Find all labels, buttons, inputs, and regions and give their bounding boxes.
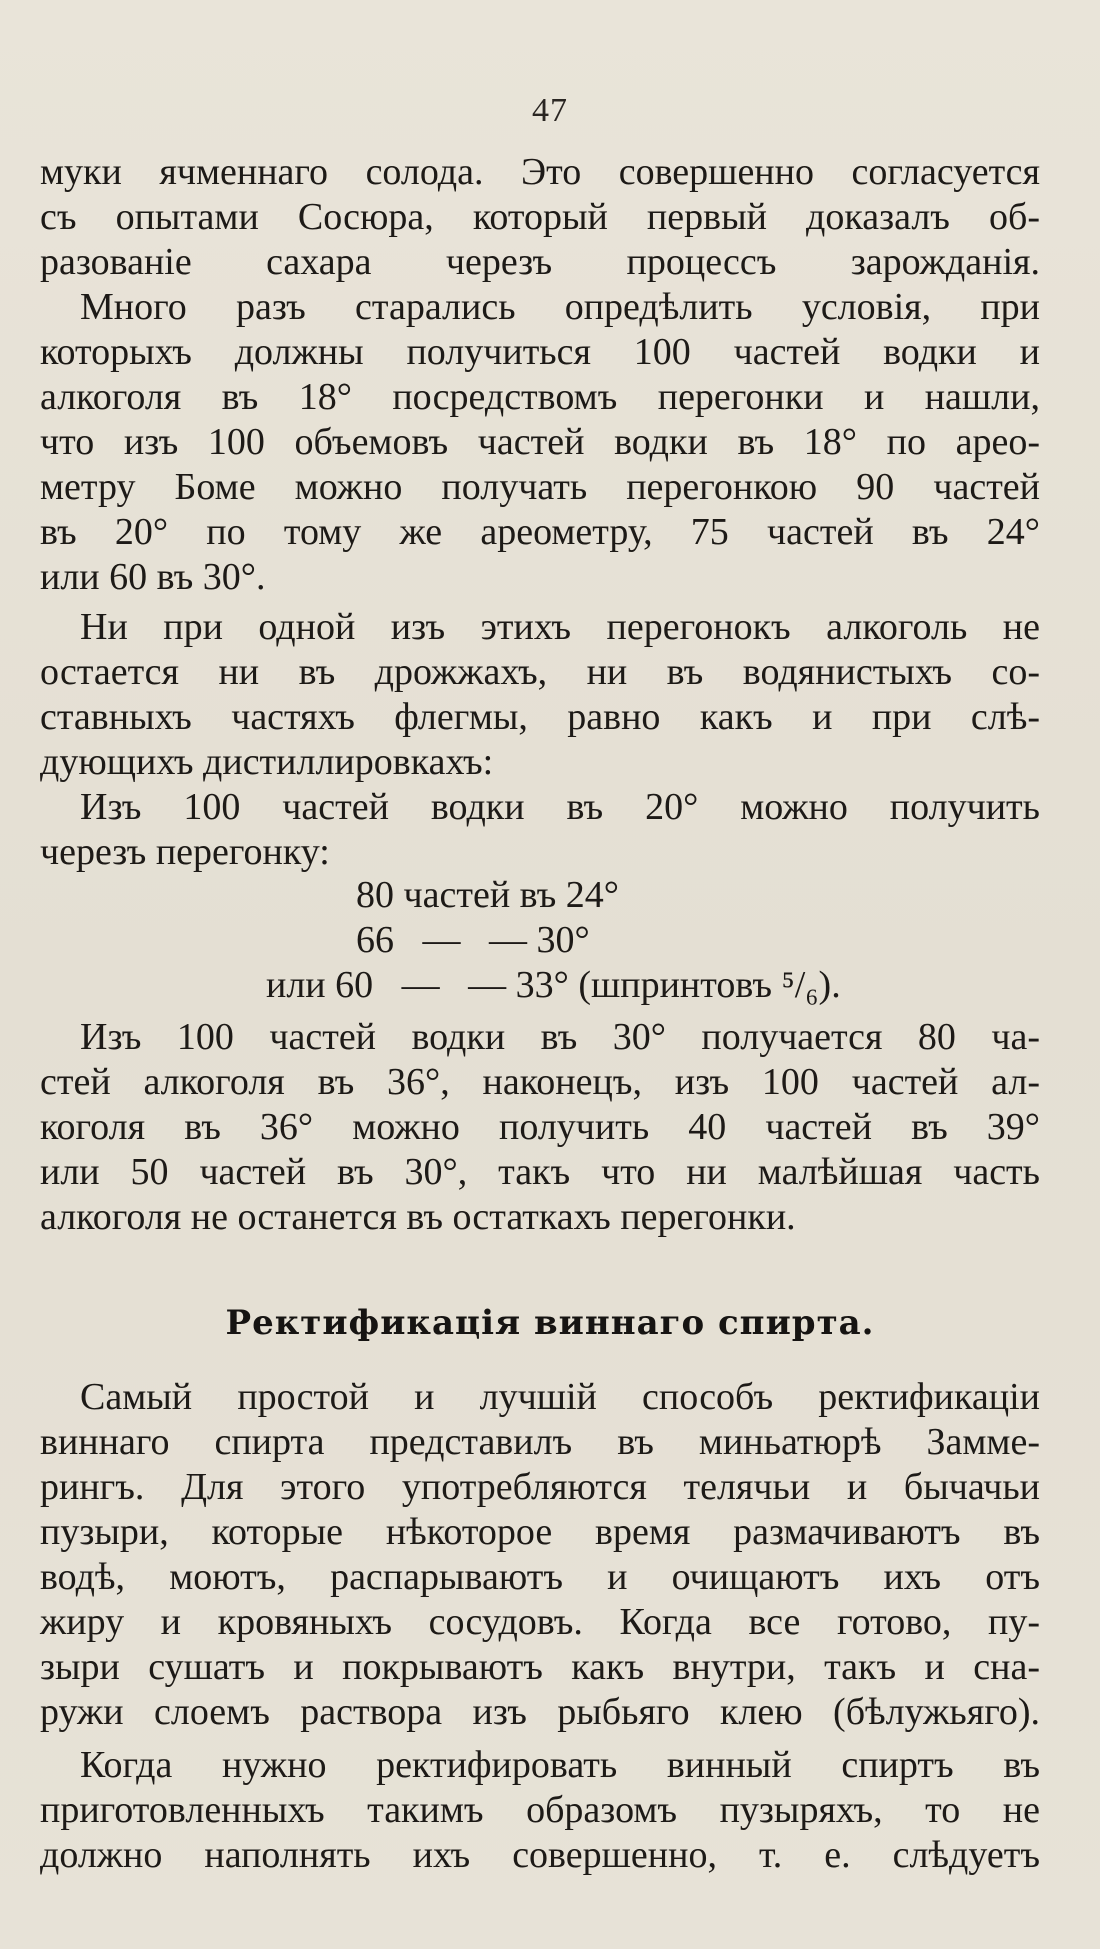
text-line: муки ячменнаго солода. Это совершенно согласуется bbox=[40, 151, 1040, 193]
text-line: разованіе сахара черезъ процессъ зарожданія. bbox=[40, 241, 1040, 283]
text-line: Изъ 100 частей водки въ 20° можно получить bbox=[80, 786, 1040, 828]
text-line: коголя въ 36° можно получить 40 частей въ 39° bbox=[40, 1106, 1040, 1148]
text-line: дующихъ дистиллировкахъ: bbox=[40, 741, 494, 783]
text-line: ставныхъ частяхъ флегмы, равно какъ и при слѣ- bbox=[40, 696, 1040, 738]
text-line: водѣ, моютъ, распарываютъ и очищаютъ ихъ отъ bbox=[40, 1556, 1040, 1598]
text-line: виннаго спирта представилъ въ миньатюрѣ Замме- bbox=[40, 1421, 1040, 1463]
text-line: Ни при одной изъ этихъ перегонокъ алкоголь не bbox=[80, 606, 1040, 648]
calc-line-3: или 60 — — 33° (шпринтовъ ⁵/₆). bbox=[266, 964, 841, 1006]
calc-line-1: 80 частей въ 24° bbox=[356, 874, 619, 916]
paragraph-6 bbox=[40, 1375, 1040, 1735]
paragraph-7 bbox=[40, 1743, 1040, 1878]
text-line: алкоголя не останется въ остаткахъ перегонки. bbox=[40, 1196, 796, 1238]
text-line: что изъ 100 объемовъ частей водки въ 18° по арео- bbox=[40, 421, 1040, 463]
text-line: Много разъ старались опредѣлить условія, при bbox=[80, 286, 1040, 328]
text-line: въ 20° по тому же ареометру, 75 частей въ 24° bbox=[40, 511, 1040, 553]
text-line: пузыри, которые нѣкоторое время размачиваютъ въ bbox=[40, 1511, 1040, 1553]
text-line: ружи слоемъ раствора изъ рыбьяго клею (бѣлужьяго). bbox=[40, 1691, 1040, 1733]
text-line: рингъ. Для этого употребляются телячьи и бычачьи bbox=[40, 1466, 1040, 1508]
text-line: метру Боме можно получать перегонкою 90 частей bbox=[40, 466, 1040, 508]
text-line: жиру и кровяныхъ сосудовъ. Когда все готово, пу- bbox=[40, 1601, 1040, 1643]
text-line: Самый простой и лучшій способъ ректификаціи bbox=[80, 1376, 1040, 1418]
calc-line-2: 66 — — 30° bbox=[356, 919, 590, 961]
paragraph-4 bbox=[40, 785, 1040, 875]
text-line: которыхъ должны получиться 100 частей водки и bbox=[40, 331, 1040, 373]
page-number: 47 bbox=[532, 92, 568, 129]
text-line: алкоголя въ 18° посредствомъ перегонки и нашли, bbox=[40, 376, 1040, 418]
text-line: черезъ перегонку: bbox=[40, 831, 330, 873]
text-line: стей алкоголя въ 36°, наконецъ, изъ 100 частей ал- bbox=[40, 1061, 1040, 1103]
section-heading: Ректификація виннаго спирта. bbox=[225, 1303, 875, 1343]
text-line: должно наполнять ихъ совершенно, т. е. слѣдуетъ bbox=[40, 1834, 1040, 1876]
paragraph-5 bbox=[40, 1015, 1040, 1240]
text-line: остается ни въ дрожжахъ, ни въ водянистыхъ со- bbox=[40, 651, 1040, 693]
paragraph-2 bbox=[40, 285, 1040, 600]
text-line: съ опытами Сосюра, который первый доказалъ об- bbox=[40, 196, 1040, 238]
text-line: или 60 въ 30°. bbox=[40, 556, 266, 598]
text-line: или 50 частей въ 30°, такъ что ни малѣйшая часть bbox=[40, 1151, 1040, 1193]
text-line: Когда нужно ректифировать винный спиртъ въ bbox=[80, 1744, 1040, 1786]
text-line: приготовленныхъ такимъ образомъ пузыряхъ, то не bbox=[40, 1789, 1040, 1831]
paragraph-1 bbox=[40, 150, 1040, 285]
text-line: Изъ 100 частей водки въ 30° получается 80 ча- bbox=[80, 1016, 1040, 1058]
paragraph-3 bbox=[40, 605, 1040, 785]
text-line: зыри сушатъ и покрываютъ какъ внутри, такъ и сна- bbox=[40, 1646, 1040, 1688]
